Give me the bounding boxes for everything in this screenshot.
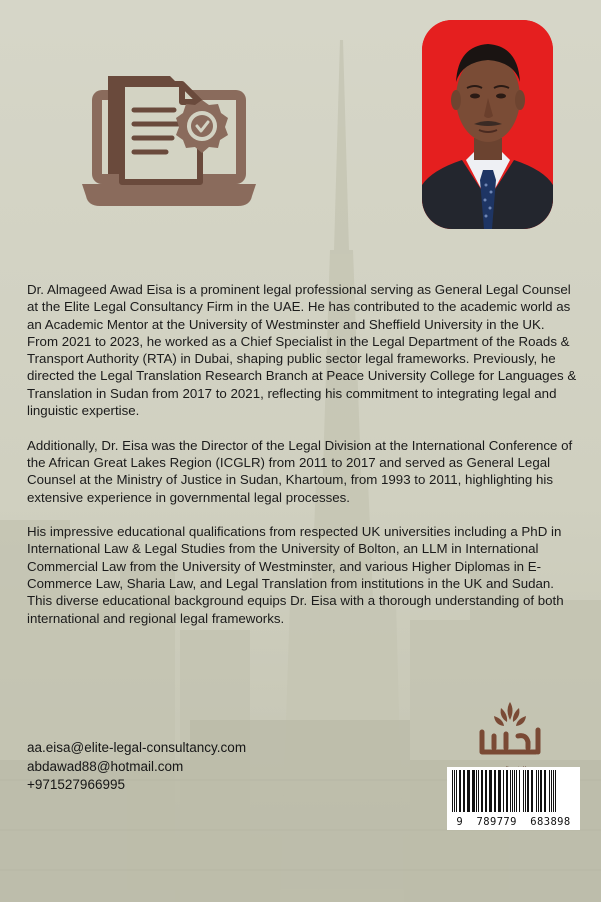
- barcode-bar: [494, 770, 496, 812]
- barcode-bar: [485, 770, 487, 812]
- bio-paragraph: Additionally, Dr. Eisa was the Director of the Legal Division at the International Conference of the African Great Lakes Region (ICGLR) from 2011 to 2017 and served as General Legal Counsel at the Ministry of Justice in Sudan, Khartoum, from 1993 to 2011, highlighting his extensive experience in governmental legal processes.: [27, 437, 573, 505]
- document-laptop-certificate-icon: [82, 56, 256, 212]
- barcode-bar: [456, 770, 457, 812]
- bio-paragraph: Dr. Almageed Awad Eisa is a prominent legal professional serving as General Legal Counsel at the Elite Legal Consultancy Firm in the UAE. He has contributed to the academic world as an Academic Mentor at the University of Westminster and Sheffield University in the UK. From 2021 to 2023, he worked as a Chief Specialist in the Legal Department of the Roads & Transport Authority (RTA) in Dubai, shaping public sector legal frameworks. Previously, he directed the Legal Translation Research Branch at Peace University College for Languages & Translation in Sudan from 2017 to 2021, reflecting his commitment to integrating legal and linguistic expertise.: [27, 282, 577, 419]
- barcode-bar: [512, 770, 513, 812]
- barcode-bar: [538, 770, 539, 812]
- barcode-bar: [549, 770, 550, 812]
- barcode-bar: [527, 770, 529, 812]
- barcode-bar: [503, 770, 504, 812]
- barcode-bar: [551, 770, 552, 812]
- barcode-bar: [540, 770, 542, 812]
- publisher-logo: [474, 700, 546, 774]
- bio-paragraph: His impressive educational qualifications from respected UK universities including a PhD in International Law & Legal Studies from the University of Bolton, an LLM in International Commercial Law from the University of Westminster, and various Higher Diplomas in E-Commerce Law, Sharia Law, and Legal Translation from institutions in the UK and Sudan. This diverse educational background equips Dr. Eisa with a thorough understanding of both international and regional legal frameworks.: [27, 524, 564, 626]
- barcode-bar: [454, 770, 455, 812]
- barcode-bar: [481, 770, 483, 812]
- barcode-bar: [498, 770, 501, 812]
- barcode-bar: [536, 770, 537, 812]
- email-primary: aa.eisa@elite-legal-consultancy.com: [27, 740, 247, 755]
- barcode-bar: [544, 770, 546, 812]
- barcode-bar: [510, 770, 511, 812]
- barcode-bar: [519, 770, 520, 812]
- barcode-bar: [478, 770, 479, 812]
- barcode-bar: [472, 770, 475, 812]
- barcode-bar: [489, 770, 492, 812]
- barcode-bar: [452, 770, 453, 812]
- author-biography: [27, 281, 579, 644]
- barcode-bar: [523, 770, 524, 812]
- barcode-bar: [459, 770, 461, 812]
- barcode-bar: [467, 770, 470, 812]
- barcode-bar: [463, 770, 465, 812]
- barcode-bar: [506, 770, 508, 812]
- barcode-bar: [525, 770, 526, 812]
- barcode-bar: [514, 770, 515, 812]
- author-portrait: [422, 20, 553, 229]
- barcode-bar: [553, 770, 554, 812]
- phone-number: +971527966995: [27, 777, 125, 792]
- isbn-number: 9 789779 683898: [456, 816, 571, 828]
- barcode-bar: [476, 770, 477, 812]
- contact-details: [27, 739, 246, 795]
- isbn-barcode: [447, 767, 580, 830]
- barcode-bar: [516, 770, 517, 812]
- barcode-bar: [531, 770, 533, 812]
- email-secondary: abdawad88@hotmail.com: [27, 758, 184, 774]
- barcode-bar: [555, 770, 556, 812]
